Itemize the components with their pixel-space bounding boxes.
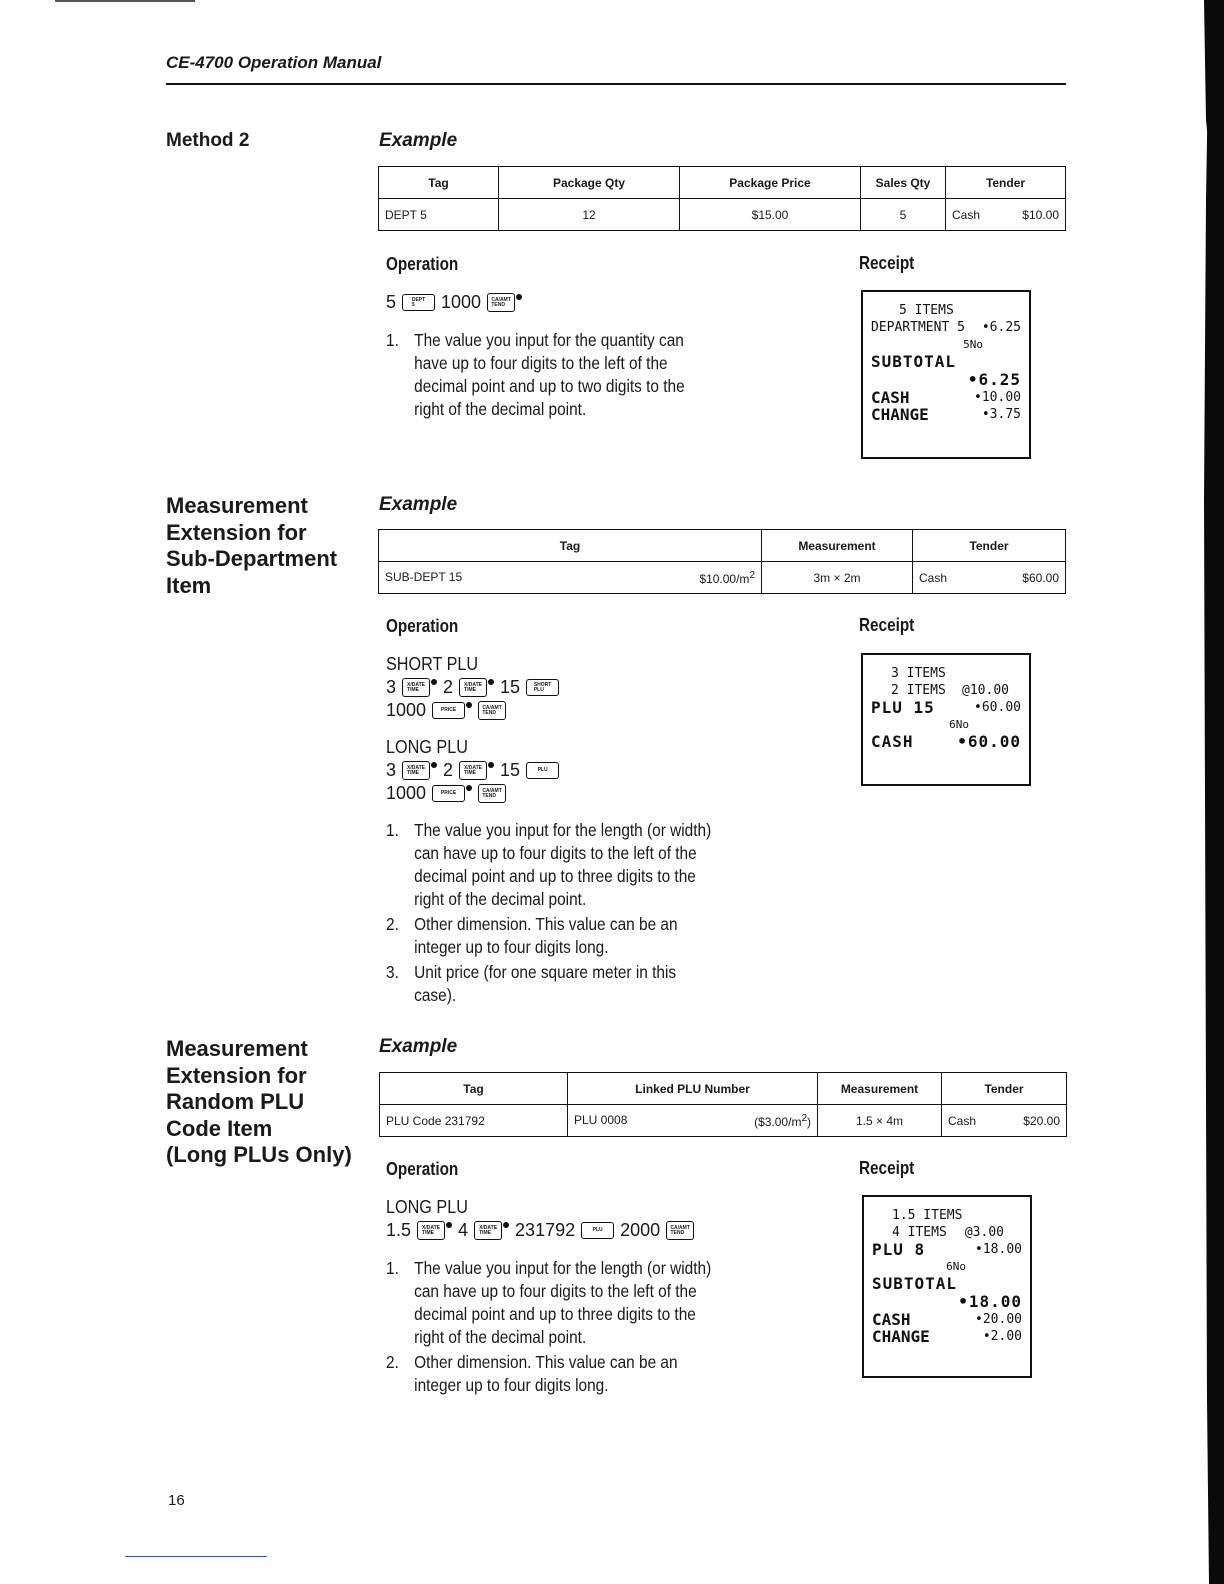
example-table-1 xyxy=(378,166,1066,231)
short-plu-line-2: 1000 PRICE CA/AMT TEND xyxy=(386,700,506,721)
method2-heading: Method 2 xyxy=(166,130,250,151)
receipt-items-price: 2 ITEMS @10.00 xyxy=(891,683,1009,698)
note-item: 3. Unit price (for one square meter in this case). xyxy=(386,962,677,1005)
multiply-key-icon: X/DATE TIME xyxy=(402,678,430,697)
th-tag: Tag xyxy=(380,1073,568,1105)
cash-key-icon: CA/AMT TEND xyxy=(666,1221,694,1240)
receipt-items: 1.5 ITEMS xyxy=(892,1208,963,1223)
example-label-3: Example xyxy=(379,1036,458,1057)
note-dot-icon xyxy=(431,762,437,768)
note-item: 2. Other dimension. This value can be an integer up to four digits long. xyxy=(386,914,678,957)
multiply-key-icon: X/DATE TIME xyxy=(459,761,487,780)
page-number: 16 xyxy=(168,1492,185,1509)
th-package-qty: Package Qty xyxy=(499,167,680,199)
bottom-link-line xyxy=(125,1556,267,1557)
td-sales-qty: 5 xyxy=(861,199,946,231)
receipt-items: 5 ITEMS xyxy=(899,303,954,318)
plu-key-icon: PLU xyxy=(581,1222,614,1239)
td-tender xyxy=(946,199,1066,231)
td-tag: SUB-DEPT 15 $\$10.00/m^2$ xyxy=(379,562,762,594)
receipt-1 xyxy=(861,290,1031,459)
receipt-subtotal-label: SUBTOTAL xyxy=(872,1274,958,1293)
th-sales-qty: Sales Qty xyxy=(861,167,946,199)
price-key-icon: PRICE xyxy=(432,785,465,802)
receipt-subtotal-amount: •6.25 xyxy=(967,370,1021,389)
notes-list-1 xyxy=(386,329,718,423)
receipt-label-2: Receipt xyxy=(859,615,915,635)
op-qty: 5 xyxy=(386,292,397,312)
receipt-dept-line: DEPARTMENT 5 •6.25 xyxy=(871,320,1021,335)
short-plu-key-icon: SHORT PLU xyxy=(526,679,559,696)
operation-label-3: Operation xyxy=(386,1159,459,1179)
td-tender: Cash $60.00 xyxy=(913,562,1066,594)
cash-key-icon: CA/AMT TEND xyxy=(478,784,506,803)
note-dot-icon xyxy=(503,1222,509,1228)
td-package-qty: 12 xyxy=(499,199,680,231)
short-plu-line-1: 3 X/DATE TIME 2 X/DATE TIME 15 SHORT PLU xyxy=(386,677,559,698)
note-dot-icon xyxy=(466,702,472,708)
tender-amount: $10.00 xyxy=(1022,207,1059,222)
note-item: 1. The value you input for the length (or width) can have up to four digits to the left of the decimal point and up to three digits to the right of the decimal point. xyxy=(386,1258,712,1347)
td-measurement: 1.5 × 4m xyxy=(818,1105,942,1137)
long-plu-line: 1.5 X/DATE TIME 4 X/DATE TIME 231792 PLU 2000 CA/AMT TEND xyxy=(386,1220,694,1241)
th-tender: Tender xyxy=(913,530,1066,562)
th-tender: Tender xyxy=(946,167,1066,199)
td-package-price: $15.00 xyxy=(680,199,861,231)
note-dot-icon xyxy=(466,785,472,791)
manual-title: CE-4700 Operation Manual xyxy=(166,53,382,72)
receipt-3 xyxy=(862,1195,1032,1378)
note-item: 2. Other dimension. This value can be an integer up to four digits long. xyxy=(386,1352,678,1395)
multiply-key-icon: X/DATE TIME xyxy=(417,1221,445,1240)
cash-key-icon: CA/AMT TEND xyxy=(478,701,506,720)
header-rule xyxy=(166,83,1066,85)
note-dot-icon xyxy=(446,1222,452,1228)
note-dot-icon xyxy=(488,679,494,685)
multiply-key-icon: X/DATE TIME xyxy=(474,1221,502,1240)
dept-key-icon: DEPT 5 xyxy=(402,294,435,311)
operation-label-2: Operation xyxy=(386,616,459,636)
op-amount: 1000 xyxy=(441,292,482,312)
note-item: 1. The value you input for the length (or width) can have up to four digits to the left of the decimal point and up to three digits to the right of the decimal point. xyxy=(386,820,712,909)
th-tender: Tender xyxy=(942,1073,1067,1105)
td-measurement: 3m × 2m xyxy=(762,562,913,594)
receipt-plu-line: PLU 15 •60.00 xyxy=(871,698,1021,717)
receipt-change-line: CHANGE •2.00 xyxy=(872,1327,1022,1346)
receipt-2 xyxy=(861,653,1031,786)
receipt-no: 6No xyxy=(946,1260,966,1273)
example-table-2 xyxy=(378,529,1066,594)
example-table-3 xyxy=(379,1072,1067,1137)
top-edge-line xyxy=(55,0,195,2)
receipt-no: 6No xyxy=(949,718,969,731)
tender-method: Cash xyxy=(952,207,981,222)
short-plu-label: SHORT PLU xyxy=(386,654,479,674)
section2-heading: Measurement Extension for Sub-Department Item xyxy=(166,493,338,598)
th-tag: Tag xyxy=(379,530,762,562)
long-plu-label: LONG PLU xyxy=(386,737,468,757)
notes-list-3 xyxy=(386,1257,718,1399)
receipt-label-1: Receipt xyxy=(859,253,915,273)
long-plu-label: LONG PLU xyxy=(386,1197,468,1217)
scan-shadow-edge xyxy=(1114,0,1224,1584)
section3-heading: Measurement Extension for Random PLU Code Item (Long PLUs Only) xyxy=(166,1036,352,1167)
note-dot-icon xyxy=(516,294,522,300)
multiply-key-icon: X/DATE TIME xyxy=(459,678,487,697)
td-tag: DEPT 5 xyxy=(379,199,499,231)
notes-list-2 xyxy=(386,819,718,1009)
price-key-icon: PRICE xyxy=(432,702,465,719)
operation-label-1: Operation xyxy=(386,254,459,274)
example-label-1: Example xyxy=(379,130,458,151)
receipt-subtotal-label: SUBTOTAL xyxy=(871,352,957,371)
receipt-no: 5No xyxy=(963,338,983,351)
receipt-cash-line: CASH •20.00 xyxy=(872,1310,1022,1329)
note-dot-icon xyxy=(488,762,494,768)
td-linked-plu: PLU 0008 $(\$3.00/m^2)$ xyxy=(568,1105,818,1137)
receipt-change-line: CHANGE •3.75 xyxy=(871,405,1021,424)
receipt-subtotal-amount: •18.00 xyxy=(958,1292,1022,1311)
th-measurement: Measurement xyxy=(818,1073,942,1105)
note-dot-icon xyxy=(431,679,437,685)
th-tag: Tag xyxy=(379,167,499,199)
note-item: 1. The value you input for the quantity can have up to four digits to the left of the decimal point and up to two digits to the right of the decimal point. xyxy=(386,330,685,419)
plu-key-icon: PLU xyxy=(526,762,559,779)
receipt-items-price: 4 ITEMS @3.00 xyxy=(892,1225,1004,1240)
receipt-cash-line: CASH •10.00 xyxy=(871,388,1021,407)
multiply-key-icon: X/DATE TIME xyxy=(402,761,430,780)
receipt-items: 3 ITEMS xyxy=(891,666,946,681)
long-plu-line-2: 1000 PRICE CA/AMT TEND xyxy=(386,783,506,804)
receipt-cash-line: CASH •60.00 xyxy=(871,732,1021,751)
td-tender: Cash $20.00 xyxy=(942,1105,1067,1137)
th-package-price: Package Price xyxy=(680,167,861,199)
th-measurement: Measurement xyxy=(762,530,913,562)
cash-key-icon: CA/AMT TEND xyxy=(487,293,515,312)
td-tag: PLU Code 231792 xyxy=(380,1105,568,1137)
operation-line-1 xyxy=(386,292,522,313)
receipt-plu-line: PLU 8 •18.00 xyxy=(872,1240,1022,1259)
th-linked-plu: Linked PLU Number xyxy=(568,1073,818,1105)
long-plu-line-1: 3 X/DATE TIME 2 X/DATE TIME 15 PLU xyxy=(386,760,559,781)
example-label-2: Example xyxy=(379,494,458,515)
receipt-label-3: Receipt xyxy=(859,1158,915,1178)
